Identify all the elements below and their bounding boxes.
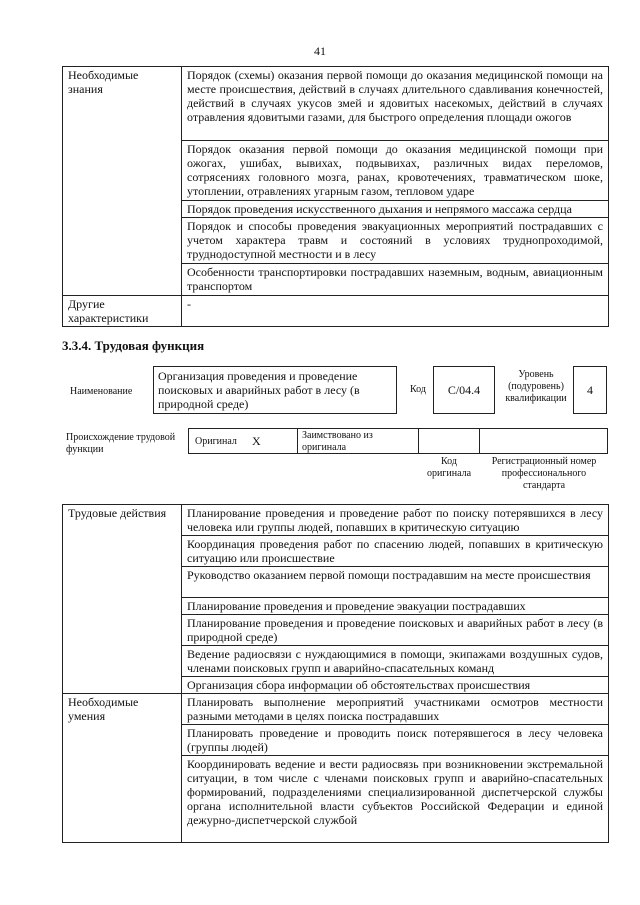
knowledge-table bbox=[62, 66, 609, 327]
row-label: Необходимые умения bbox=[63, 694, 182, 843]
list-item: Планировать выполнение мероприятий участниками осмотров местности разными методами в целях поиска пострадавших bbox=[182, 694, 609, 725]
level-label: Уровень (подуровень) квалификации bbox=[505, 369, 567, 404]
list-item: Порядок и способы проведения эвакуационных мероприятий пострадавших с учетом характера травм и состояний в условиях труднопроходимой, труднодоступной местности и в лесу bbox=[182, 218, 609, 264]
list-item: Порядок проведения искусственного дыхания и непрямого массажа сердца bbox=[182, 201, 609, 218]
list-item: Особенности транспортировки пострадавших наземным, водным, авиационным транспортом bbox=[182, 264, 609, 296]
row-label: Другие характеристики bbox=[63, 296, 182, 327]
name-label: Наименование bbox=[70, 386, 133, 397]
list-item: Планирование проведения и проведение работ по поиску потерявшихся в лесу человека или группы людей, попавших в критическую ситуацию bbox=[182, 505, 609, 536]
function-name: Организация проведения и проведение поисковых и аварийных работ в лесу (в природной среде) bbox=[153, 366, 397, 414]
origin-divider bbox=[418, 428, 419, 454]
list-item: Руководство оказанием первой помощи пострадавшим на месте происшествия bbox=[182, 567, 609, 598]
row-label: Трудовые действия bbox=[63, 505, 182, 694]
level-value: 4 bbox=[573, 366, 607, 414]
list-item: Планировать проведение и проводить поиск потерявшегося в лесу человека (группы людей) bbox=[182, 725, 609, 756]
reg-caption: Регистрационный номер профессионального стандарта bbox=[491, 456, 597, 491]
code-value: C/04.4 bbox=[433, 366, 495, 414]
table-row bbox=[63, 67, 609, 141]
list-item: Порядок оказания первой помощи до оказания медицинской помощи при ожогах, ушибах, вывихах, подвывихах, различных видах переломов, сотрясениях головного мозга, ранах, кровотечениях, травматическом шоке, утоплении, отравлениях угарным газом, тепловом ударе bbox=[182, 141, 609, 201]
table-row bbox=[63, 296, 609, 327]
original-mark: X bbox=[252, 434, 261, 448]
list-item: Ведение радиосвязи с нуждающимися в помощи, экипажами воздушных судов, членами поисковых групп и аварийно-спасательных команд bbox=[182, 646, 609, 677]
list-item: Планирование проведения и проведение поисковых и аварийных работ в лесу (в природной среде) bbox=[182, 615, 609, 646]
original-label: Оригинал bbox=[195, 436, 237, 447]
list-item: - bbox=[182, 296, 609, 327]
list-item: Планирование проведения и проведение эвакуации пострадавших bbox=[182, 598, 609, 615]
list-item: Порядок (схемы) оказания первой помощи до оказания медицинской помощи на месте происшествия, действий в случаях длительного сдавливания конечностей, действий в случаях укусов змей и ядовитых насекомых, действий в случаях отравления ядовитыми газами, для быстрого определения площади ожогов bbox=[182, 67, 609, 141]
list-item: Организация сбора информации об обстоятельствах происшествия bbox=[182, 677, 609, 694]
table-row bbox=[63, 505, 609, 536]
origin-label: Происхождение трудовой функции bbox=[66, 432, 176, 455]
borrowed-label: Заимствовано из оригинала bbox=[302, 430, 373, 453]
section-heading: 3.3.4. Трудовая функция bbox=[62, 338, 205, 353]
list-item: Координировать ведение и вести радиосвязь при возникновении экстремальной ситуации, в том числе с членами поисковых групп и аварийно-спасательных формирований, подразделениями специализированной диспетчерской службы органа исполнительной власти субъектов Российской Федерации и единой дежурно-диспетчерской службой bbox=[182, 756, 609, 843]
code-label: Код bbox=[410, 384, 426, 395]
code-caption: Код оригинала bbox=[426, 456, 472, 479]
origin-divider bbox=[297, 428, 298, 454]
list-item: Координация проведения работ по спасению людей, попавших в критическую ситуацию или происшествие bbox=[182, 536, 609, 567]
table-row bbox=[63, 694, 609, 725]
row-label: Необходимые знания bbox=[63, 67, 182, 296]
actions-table bbox=[62, 504, 609, 843]
page-number: 41 bbox=[314, 44, 326, 58]
origin-divider bbox=[479, 428, 480, 454]
